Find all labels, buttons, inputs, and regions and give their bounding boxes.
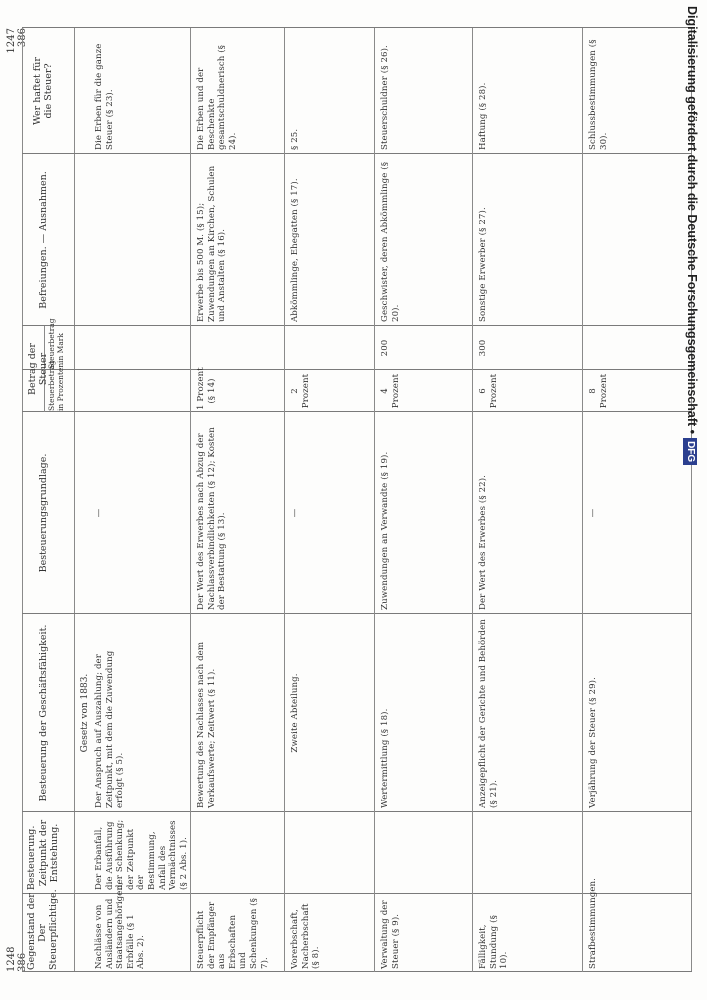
col-line-2 [22, 811, 692, 812]
row5-col4: Der Wert des Erwerbes (§ 22). [478, 474, 488, 610]
col-line-6 [22, 325, 692, 326]
col-line-4 [22, 411, 692, 412]
row3-col7: Abkömmlinge, Ehegatten (§ 17). [290, 178, 300, 322]
header-col1: Gegenstand der Besteuerung. Der Steuerpflichtige. [26, 825, 59, 970]
col-line-5 [22, 369, 692, 370]
row6-col5: 8 Prozent [588, 373, 609, 409]
header-col6: Steuerbetrag in Mark [47, 318, 65, 369]
row5-col8: Haftung (§ 28). [478, 82, 488, 150]
row5-col5: 6 Prozent [478, 373, 499, 409]
row-rule-5 [582, 28, 583, 972]
row6-col4: — [588, 508, 598, 518]
row3-col4: — [290, 508, 300, 518]
col-line-3 [22, 613, 692, 614]
header-col5: Steuerbetrag in Prozenten [47, 360, 65, 411]
row2-col8: Die Erben und der Beschenkte gesamtschuldnerisch (§ 24). [196, 44, 238, 150]
rule-top [22, 28, 23, 972]
row-rule-2 [284, 28, 285, 972]
row4-col3: Wertermittlung (§ 18). [380, 708, 390, 808]
row4-col1: Verwaltung der Steuer (§ 9). [380, 900, 401, 969]
dfg-logo: DFG [683, 438, 697, 465]
row2-col1: Steuerpflicht der Empfänger aus Erbschaften und Schenkungen (§ 7). [196, 897, 270, 969]
header-col7: Befreiungen. — Ausnahmen. [38, 171, 49, 309]
row4-col5: 4 Prozent [380, 373, 401, 409]
header-col3: Besteuerung der Geschäftsfähigkeit. [38, 624, 49, 802]
row-rule-3 [374, 28, 375, 972]
col-line-0 [22, 971, 692, 972]
col-line-7 [22, 153, 692, 154]
row5-col3: Anzeigepflicht der Gerichte und Behörden (§ 21). [478, 619, 499, 808]
col-line-8 [22, 27, 692, 28]
header-col5-top: Betrag der Steuer [27, 343, 49, 395]
table-frame [6, 28, 692, 972]
row4-col7: Geschwister, deren Abkömmlinge (§ 20). [380, 161, 401, 322]
row5-col7: Sonstige Erwerber (§ 27). [478, 207, 488, 322]
row1-col8: Die Erben für die ganze Steuer (§ 23). [94, 43, 115, 150]
watermark-text: Digitalisierung gefördert durch die Deutsche Forschungsgemeinschaft • [685, 6, 699, 435]
row1-col2: Der Erbanfall, die Ausführung der Schenkung; der Zeitpunkt der Bestimmung, Anfall des Vermächtnisses (§ 2 Abs. 1). [94, 819, 189, 890]
row1-col1: Nachlässe von Ausländern und Staatsangehörigen; Erbfälle (§ 1 Abs. 2). [94, 881, 147, 969]
row3-col5: 2 Prozent [290, 373, 311, 409]
row3-col3: Zweite Abteilung. [290, 673, 300, 753]
row6-col1: Strafbestimmungen. [588, 878, 598, 969]
row4-col6: 200 [380, 339, 390, 357]
row3-col1: Vorerbschaft, Nacherbschaft (§ 8). [290, 903, 322, 969]
header-col4: Besteuerungsgrundlage. [38, 453, 49, 573]
row6-col3: Verjährung der Steuer (§ 29). [588, 677, 598, 808]
row5-col1: Fälligkeit, Stundung (§ 10). [478, 915, 510, 969]
row6-col8: Schlussbestimmungen (§ 30). [588, 39, 609, 150]
row2-col3: Bewertung des Nachlasses nach dem Verkaufswerte; Zeitwert (§ 11). [196, 641, 217, 808]
row2-col4: Der Wert des Erwerbes nach Abzug der Nachlassverbindlichkeiten (§ 12); Kosten der Bestattung (§ 13). [196, 427, 228, 610]
page-number-right: 1247 386 [6, 28, 28, 54]
row3-col8: § 25. [290, 128, 300, 150]
dfg-watermark [681, 6, 703, 598]
header-col8: Wer haftet für die Steuer? [32, 57, 54, 125]
row4-col4: Zuwendungen an Verwandte (§ 19). [380, 451, 390, 610]
page-number-left: 1248 386 [6, 946, 28, 972]
row2-col5: 1 Prozent (§ 14) [196, 367, 217, 410]
header-col2: Zeitpunkt der Entstehung. [38, 819, 60, 887]
rule-header [74, 28, 75, 972]
row1-col3: Der Anspruch auf Auszahlung; der Zeitpunkt, mit dem die Zuwendung erfolgt (§ 5). [94, 650, 126, 808]
row2-col7: Erwerbe bis 500 M. (§ 15); Zuwendungen an Kirchen, Schulen und Anstalten (§ 16). [196, 165, 228, 322]
row1-col4: — [94, 508, 104, 518]
row5-col6: 300 [478, 339, 488, 357]
row-rule-1 [190, 28, 191, 972]
row4-col8: Steuerschuldner (§ 26). [380, 45, 390, 150]
section-heading: Gesetz von 1883. [80, 673, 90, 753]
row-rule-4 [472, 28, 473, 972]
